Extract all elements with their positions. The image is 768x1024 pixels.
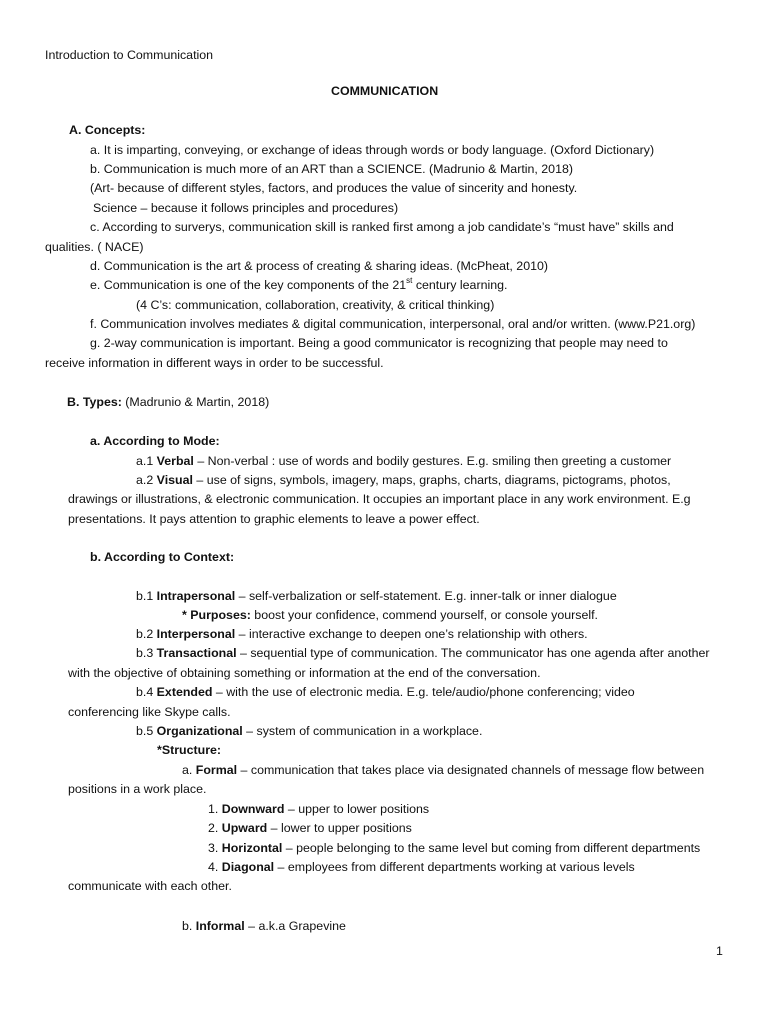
- mode-a1-pre: a.1: [136, 454, 157, 468]
- mode-a2-line3: presentations. It pays attention to graphic elements to leave a power effect.: [68, 512, 480, 526]
- concept-a: a. It is imparting, conveying, or exchange of ideas through words or body language. (Oxford Dictionary): [90, 143, 655, 157]
- context-b5-desc: – system of communication in a workplace.: [242, 724, 483, 738]
- informal-pre: b.: [182, 919, 196, 933]
- context-b3-line1: [136, 646, 710, 661]
- mode-a2-pre: a.2: [136, 473, 157, 487]
- title-text: COMMUNICATION: [331, 84, 439, 98]
- context-b5-pre: b.5: [136, 724, 157, 738]
- formal-term: Formal: [195, 763, 238, 777]
- context-b2-desc: – interactive exchange to deepen one’s relationship with others.: [235, 627, 588, 641]
- purposes-term: * Purposes:: [182, 608, 251, 622]
- mode-a2-term: Visual: [156, 473, 193, 487]
- mode-a1-term: Verbal: [156, 454, 194, 468]
- concept-g-line2: receive information in different ways in order to be successful.: [45, 356, 384, 370]
- page-number: 1: [716, 944, 723, 958]
- formal-item-1: [208, 802, 429, 817]
- informal-desc: – a.k.a Grapevine: [244, 919, 346, 933]
- context-b5: [136, 724, 482, 739]
- context-heading: [90, 550, 234, 565]
- formal-item-1-term: Downward: [221, 802, 285, 816]
- formal-pre: a.: [182, 763, 196, 777]
- structure-heading-text: *Structure:: [157, 743, 222, 757]
- types-heading-text: B. Types:: [67, 395, 122, 409]
- context-b4-pre: b.4: [136, 685, 157, 699]
- context-b1-pre: b.1: [136, 589, 157, 603]
- formal-item-1-desc: – upper to lower positions: [284, 802, 430, 816]
- concepts-heading-text: A. Concepts:: [69, 123, 146, 137]
- mode-heading-text: a. According to Mode:: [90, 434, 220, 448]
- formal-item-3-term: Horizontal: [221, 841, 283, 855]
- formal-item-3-desc: – people belonging to the same level but coming from different departments: [282, 841, 701, 855]
- context-b5-term: Organizational: [156, 724, 243, 738]
- concept-c-line1: c. According to surverys, communication skill is ranked first among a job candidate’s “must have” skills and: [90, 220, 674, 234]
- formal-desc: – communication that takes place via designated channels of message flow between: [237, 763, 705, 777]
- concept-b-science: Science – because it follows principles and procedures): [93, 201, 399, 215]
- context-b2-pre: b.2: [136, 627, 157, 641]
- structure-heading: [157, 743, 221, 758]
- context-b3-line2: with the objective of obtaining something or information at the end of the conversation.: [68, 666, 541, 680]
- context-b1-term: Intrapersonal: [156, 589, 236, 603]
- formal-item-2-pre: 2.: [208, 821, 222, 835]
- types-heading: [67, 395, 269, 410]
- document-title: [331, 84, 438, 99]
- concept-b-art: (Art- because of different styles, factors, and produces the value of sincerity and honesty.: [90, 181, 578, 195]
- mode-a2-line1: [136, 473, 671, 488]
- concept-c-line2: qualities. ( NACE): [45, 240, 144, 254]
- mode-heading: [90, 434, 220, 449]
- formal-item-3: [208, 841, 700, 856]
- context-b2: [136, 627, 588, 642]
- context-purposes: [182, 608, 598, 623]
- concept-f: f. Communication involves mediates & digital communication, interpersonal, oral and/or written. (www.P21.org): [90, 317, 696, 331]
- mode-a2-line2: drawings or illustrations, & electronic communication. It occupies an important place in any work environment. E.g: [68, 492, 691, 506]
- formal-item-1-pre: 1.: [208, 802, 222, 816]
- informal-line: [182, 919, 346, 934]
- formal-item-2: [208, 821, 412, 836]
- concept-b: b. Communication is much more of an ART than a SCIENCE. (Madrunio & Martin, 2018): [90, 162, 573, 176]
- context-b3-pre: b.3: [136, 646, 157, 660]
- concept-d: d. Communication is the art & process of creating & sharing ideas. (McPheat, 2010): [90, 259, 548, 273]
- formal-item-2-term: Upward: [221, 821, 268, 835]
- concept-e: [90, 275, 508, 293]
- context-heading-text: b. According to Context:: [90, 550, 235, 564]
- concept-g-line1: g. 2-way communication is important. Being a good communicator is recognizing that people may need to: [90, 336, 668, 350]
- formal-item-4-pre: 4.: [208, 860, 222, 874]
- formal-item-2-desc: – lower to upper positions: [267, 821, 412, 835]
- mode-a1: [136, 454, 671, 469]
- concept-e-post: century learning.: [412, 278, 508, 292]
- context-b4-desc: – with the use of electronic media. E.g. tele/audio/phone conferencing; video: [212, 685, 635, 699]
- mode-a2-desc: – use of signs, symbols, imagery, maps, graphs, charts, diagrams, pictograms, photos,: [192, 473, 671, 487]
- purposes-desc: boost your confidence, commend yourself, or console yourself.: [250, 608, 598, 622]
- formal-item-4-term: Diagonal: [221, 860, 275, 874]
- context-b3-desc: – sequential type of communication. The communicator has one agenda after another: [236, 646, 710, 660]
- concept-e-sup: st: [406, 275, 413, 285]
- formal-line2: positions in a work place.: [68, 782, 207, 796]
- formal-item-4-desc: – employees from different departments working at various levels: [274, 860, 635, 874]
- concepts-heading: [69, 123, 145, 138]
- context-b4-term: Extended: [156, 685, 213, 699]
- context-b2-term: Interpersonal: [156, 627, 236, 641]
- context-b3-term: Transactional: [156, 646, 237, 660]
- informal-term: Informal: [195, 919, 245, 933]
- concept-e-sub: (4 C’s: communication, collaboration, creativity, & critical thinking): [136, 298, 495, 312]
- mode-a1-desc: – Non-verbal : use of words and bodily gestures. E.g. smiling then greeting a customer: [193, 454, 672, 468]
- formal-item-4-line1: [208, 860, 635, 875]
- types-source: (Madrunio & Martin, 2018): [121, 395, 270, 409]
- context-b1: [136, 589, 617, 604]
- formal-item-4-line2: communicate with each other.: [68, 879, 232, 893]
- context-b4-line2: conferencing like Skype calls.: [68, 705, 231, 719]
- concept-e-pre: e. Communication is one of the key components of the 21: [90, 278, 407, 292]
- formal-line1: [182, 763, 704, 778]
- context-b1-desc: – self-verbalization or self-statement. E.g. inner-talk or inner dialogue: [235, 589, 617, 603]
- context-b4-line1: [136, 685, 635, 700]
- formal-item-3-pre: 3.: [208, 841, 222, 855]
- document-header: Introduction to Communication: [45, 48, 214, 62]
